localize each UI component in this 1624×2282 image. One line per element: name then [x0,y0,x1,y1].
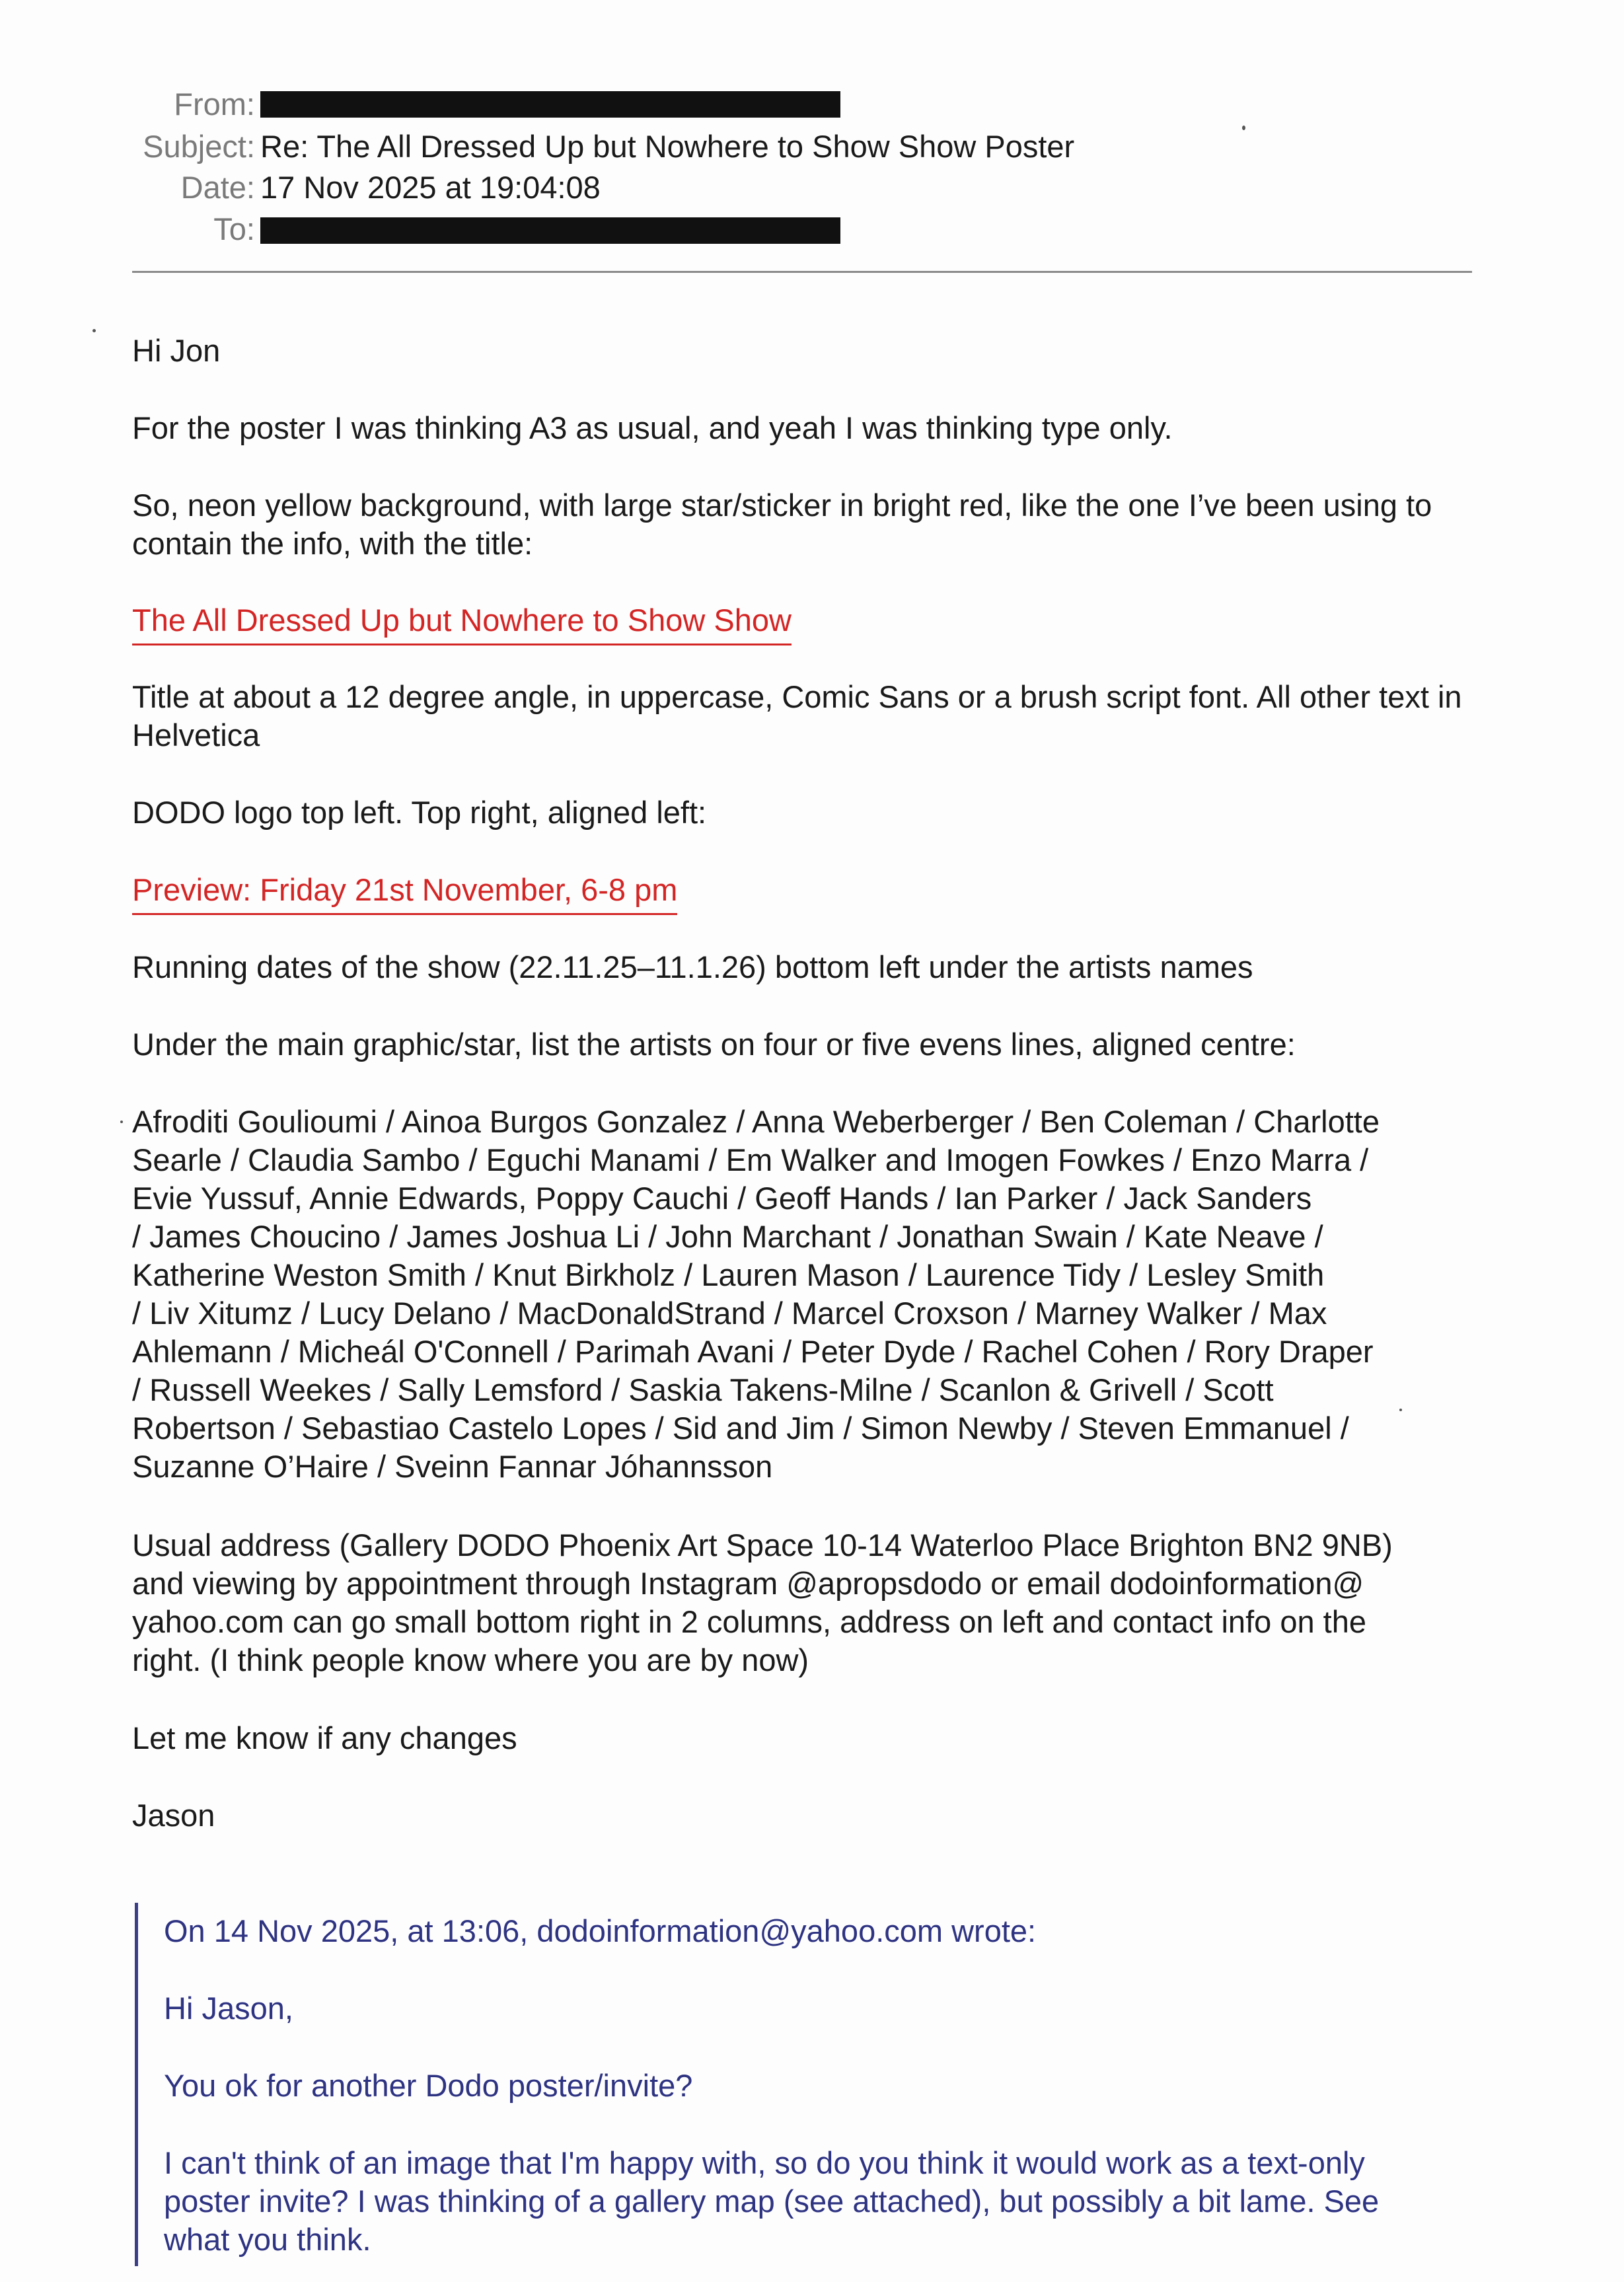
quote-bar [135,1903,138,2266]
date-label: Date: [180,170,255,205]
quote-paragraph-1: You ok for another Dodo poster/invite? [164,2068,693,2103]
address-line: and viewing by appointment through Instagram @apropsdodo or email dodoinformation@ [132,1566,1364,1601]
artists-line: / Russell Weekes / Sally Lemsford / Saskia Takens-Milne / Scanlon & Grivell / Scott [132,1372,1274,1407]
paragraph-artists-intro: Under the main graphic/star, list the artists on four or five evens lines, aligned centre: [132,1027,1296,1062]
scan-speck [1399,1409,1402,1411]
from-redaction [260,91,840,118]
artists-line: Suzanne O’Haire / Sveinn Fannar Jóhannsson [132,1449,773,1484]
subject-label: Subject: [143,129,255,164]
paragraph-logo: DODO logo top left. Top right, aligned left: [132,795,707,830]
title-link[interactable]: The All Dressed Up but Nowhere to Show Show [132,601,792,645]
from-label: From: [174,87,255,122]
paragraph-poster-size: For the poster I was thinking A3 as usual, and yeah I was thinking type only. [132,410,1173,445]
scan-speck [1242,126,1245,130]
address-line: yahoo.com can go small bottom right in 2 columns, address on left and contact info on the [132,1604,1366,1639]
quote-line: what you think. [164,2222,371,2257]
paragraph-background: So, neon yellow background, with large star/sticker in bright red, like the one I’ve been using to contain the info, with the title: [132,488,1432,561]
preview-link[interactable]: Preview: Friday 21st November, 6-8 pm [132,871,677,915]
artists-line: Searle / Claudia Sambo / Eguchi Manami / Em Walker and Imogen Fowkes / Enzo Marra / [132,1142,1369,1177]
address-line: right. (I think people know where you are by now) [132,1642,809,1677]
artists-line: / Liv Xitumz / Lucy Delano / MacDonaldStrand / Marcel Croxson / Marney Walker / Max [132,1296,1327,1331]
artists-line: Evie Yussuf, Annie Edwards, Poppy Cauchi / Geoff Hands / Ian Parker / Jack Sanders [132,1181,1312,1216]
to-label: To: [213,211,255,246]
paragraph-running-dates: Running dates of the show (22.11.25–11.1.26) bottom left under the artists names [132,949,1253,984]
artists-line: Robertson / Sebastiao Castelo Lopes / Sid and Jim / Simon Newby / Steven Emmanuel / [132,1411,1349,1446]
signoff: Jason [132,1798,215,1833]
header-divider [132,271,1472,273]
artists-line: Ahlemann / Micheál O'Connell / Parimah Avani / Peter Dyde / Rachel Cohen / Rory Draper [132,1334,1374,1369]
artists-list [132,1103,1493,1486]
quote-greeting: Hi Jason, [164,1991,293,2026]
quote-line: poster invite? I was thinking of a gallery map (see attached), but possibly a bit lame. See [164,2184,1380,2219]
scan-speck [92,329,96,332]
quote-intro: On 14 Nov 2025, at 13:06, dodoinformation@yahoo.com wrote: [164,1913,1037,1948]
artists-line: Afroditi Goulioumi / Ainoa Burgos Gonzalez / Anna Weberberger / Ben Coleman / Charlotte [132,1104,1380,1139]
address-paragraph [132,1526,1493,1679]
paragraph-changes: Let me know if any changes [132,1720,517,1755]
date-value: 17 Nov 2025 at 19:04:08 [260,170,601,205]
quote-line: I can't think of an image that I'm happy with, so do you think it would work as a text-only [164,2145,1365,2180]
artists-line: / James Choucino / James Joshua Li / John Marchant / Jonathan Swain / Kate Neave / [132,1219,1323,1254]
paragraph-title-style: Title at about a 12 degree angle, in uppercase, Comic Sans or a brush script font. All other text in Helvetica [132,679,1462,753]
address-line: Usual address (Gallery DODO Phoenix Art Space 10-14 Waterloo Place Brighton BN2 9NB) [132,1527,1393,1563]
to-redaction [260,217,840,244]
quote-paragraph-2 [164,2144,1492,2259]
greeting: Hi Jon [132,333,221,368]
artists-line: Katherine Weston Smith / Knut Birkholz / Lauren Mason / Laurence Tidy / Lesley Smith [132,1257,1325,1292]
subject-value: Re: The All Dressed Up but Nowhere to Show Show Poster [260,129,1075,164]
scan-speck [120,1121,123,1123]
